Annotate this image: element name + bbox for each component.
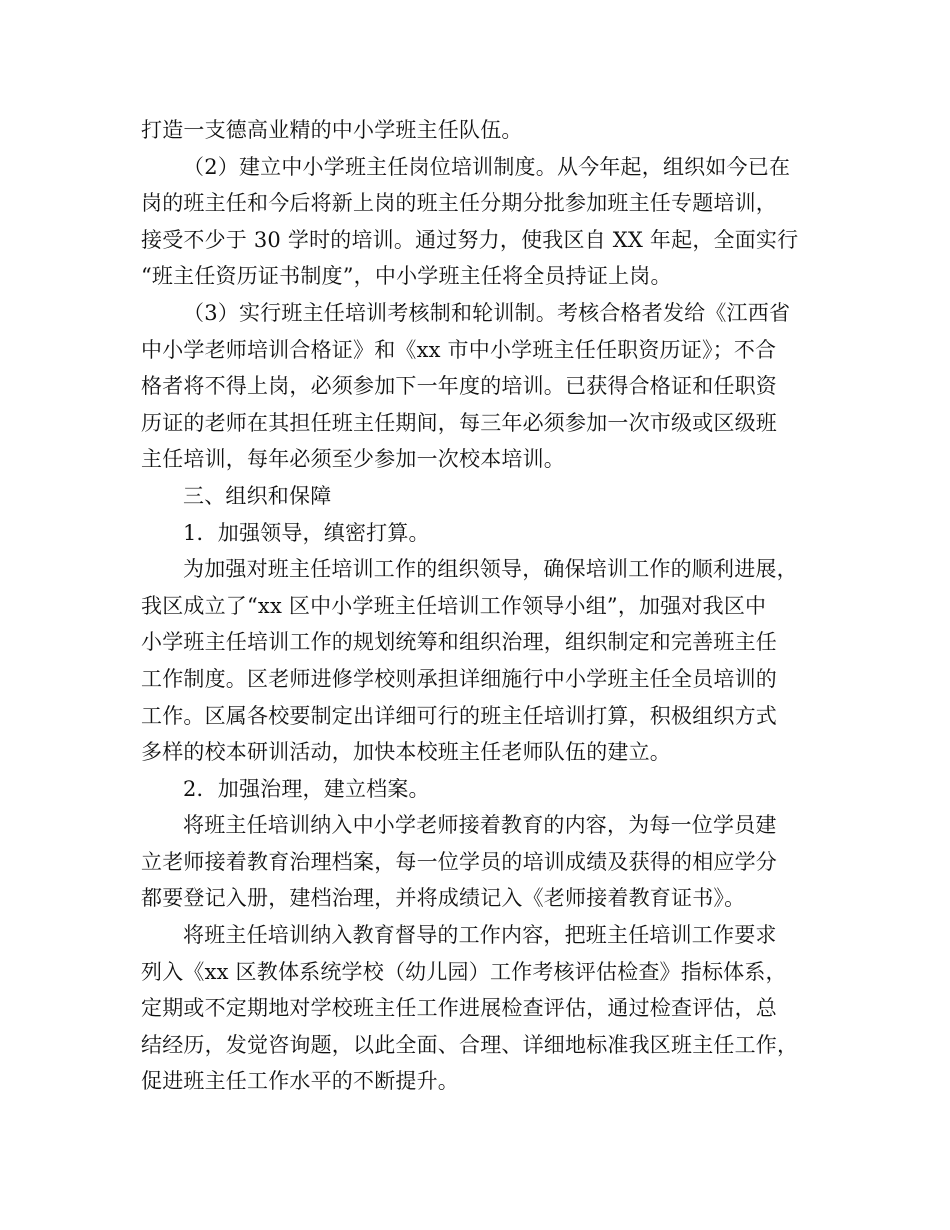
text-line: 将班主任培训纳入教育督导的工作内容，把班主任培训工作要求	[183, 923, 777, 948]
text-line: 岗的班主任和今后将新上岗的班主任分期分批参加班主任专题培训，	[141, 191, 777, 216]
text-line: 三、组织和保障	[183, 483, 332, 508]
text-line: 立老师接着教育治理档案，每一位学员的培训成绩及获得的相应学分	[141, 849, 777, 874]
text-line: （3）实行班主任培训考核制和轮训制。考核合格者发给《江西省	[183, 300, 791, 325]
text-line: 为加强对班主任培训工作的组织领导，确保培训工作的顺利进展，	[183, 557, 798, 582]
text-line: 历证的老师在其担任班主任期间，每三年必须参加一次市级或区级班	[141, 410, 777, 435]
text-line: 1．加强领导，缜密打算。	[183, 520, 430, 545]
text-line: 格者将不得上岗，必须参加下一年度的培训。已获得合格证和任职资	[141, 374, 777, 399]
text-line: 小学班主任培训工作的规划统筹和组织治理，组织制定和完善班主任	[141, 630, 777, 655]
document-body	[141, 112, 841, 1100]
text-line: 我区成立了“xx 区中小学班主任培训工作领导小组”，加强对我区中	[141, 593, 767, 618]
text-line: 中小学老师培训合格证》和《xx 市中小学班主任任职资历证》；不合	[141, 337, 777, 362]
text-line: 列入《xx 区教体系统学校（幼儿园）工作考核评估检查》指标体系，	[141, 959, 787, 984]
text-line: 多样的校本研训活动，加快本校班主任老师队伍的建立。	[141, 740, 671, 765]
text-line: 主任培训，每年必须至少参加一次校本培训。	[141, 447, 565, 472]
text-line: （2）建立中小学班主任岗位培训制度。从今年起，组织如今已在	[183, 154, 791, 179]
text-line: 接受不少于 30 学时的培训。通过努力，使我区自 XX 年起，全面实行	[141, 227, 799, 252]
text-line: 工作。区属各校要制定出详细可行的班主任培训打算，积极组织方式	[141, 703, 777, 728]
text-line: 都要登记入册，建档治理，并将成绩记入《老师接着教育证书》。	[141, 886, 746, 911]
text-line: 将班主任培训纳入中小学老师接着教育的内容，为每一位学员建	[183, 813, 777, 838]
text-line: 2．加强治理，建立档案。	[183, 776, 430, 801]
text-line: 结经历，发觉咨询题，以此全面、合理、详细地标准我区班主任工作，	[141, 1032, 799, 1057]
text-line: 工作制度。区老师进修学校则承担详细施行中小学班主任全员培训的	[141, 666, 777, 691]
text-line: “班主任资历证书制度”，中小学班主任将全员持证上岗。	[141, 264, 672, 289]
text-line: 定期或不定期地对学校班主任工作进展检查评估，通过检查评估，总	[141, 996, 777, 1021]
text-line: 促进班主任工作水平的不断提升。	[141, 1069, 459, 1094]
text-line: 打造一支德高业精的中小学班主任队伍。	[141, 118, 523, 142]
